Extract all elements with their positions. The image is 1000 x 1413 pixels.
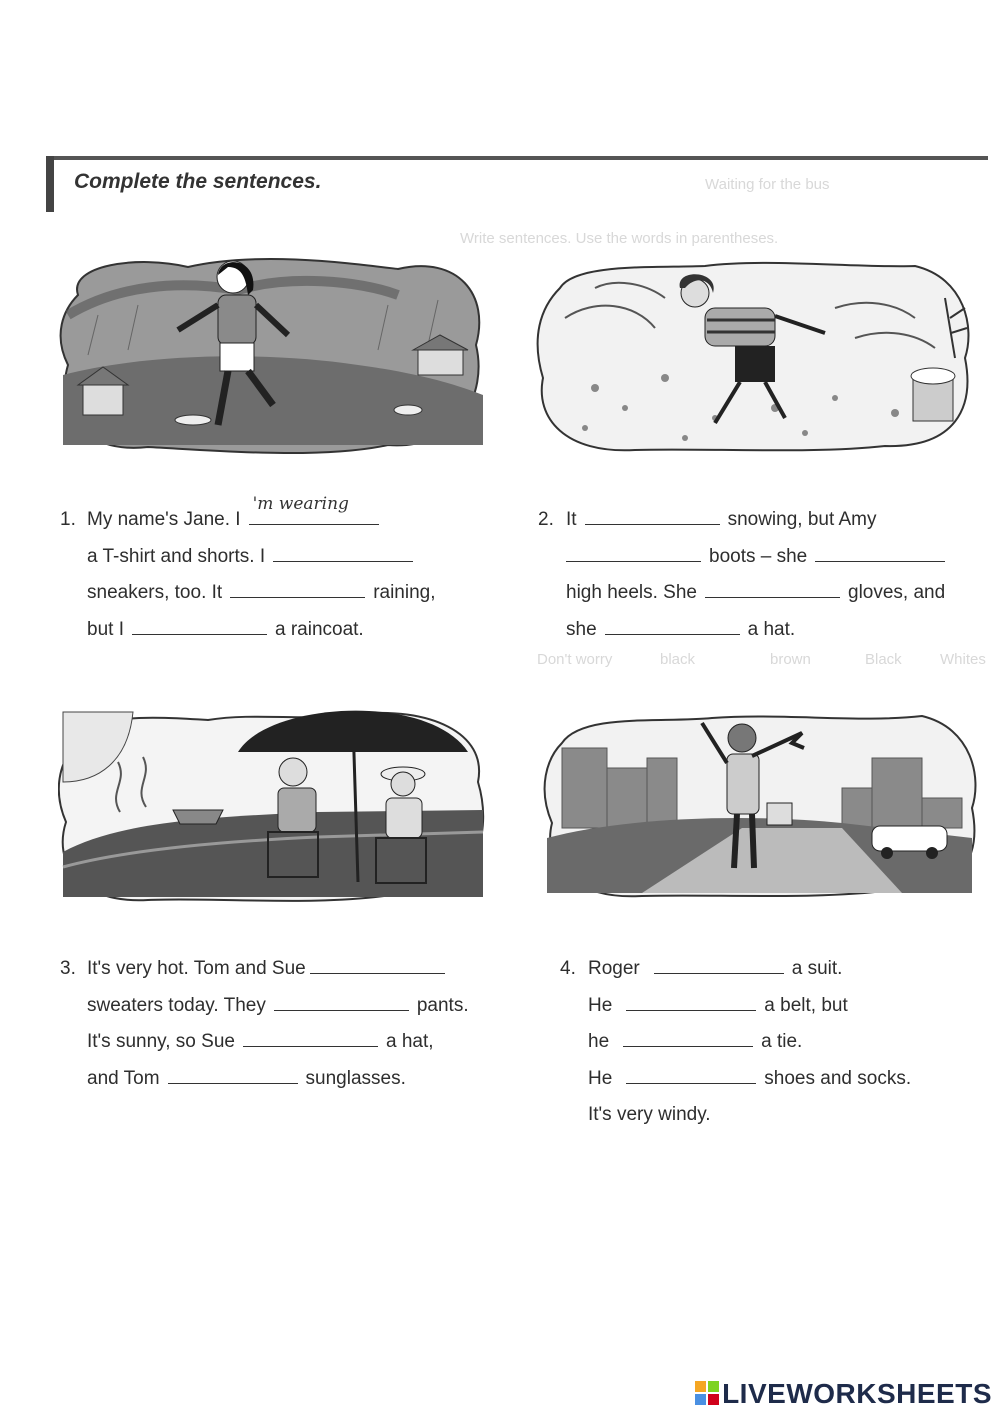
ghost-text: black (660, 651, 696, 668)
exercise-2 (538, 502, 953, 648)
ghost-text: brown (770, 651, 811, 668)
sentence-line (87, 539, 436, 576)
sentence-text: a hat. (747, 618, 796, 640)
sentence-line (566, 539, 953, 576)
answer-blank[interactable] (230, 575, 365, 598)
ghost-text: Waiting for the bus (705, 176, 830, 193)
windy-city-illustration (542, 708, 977, 898)
sentence-line (588, 1097, 911, 1134)
sentence-line (87, 988, 469, 1025)
answer-blank[interactable] (168, 1061, 298, 1084)
answer-blank[interactable] (654, 951, 784, 974)
section-side-bar (46, 156, 54, 212)
answer-blank[interactable] (566, 539, 701, 562)
exercise-4 (560, 951, 911, 1134)
sentence-text: she (566, 618, 597, 640)
sentence-text: a T-shirt and shorts. I (87, 545, 266, 567)
sentence-text: sunglasses. (305, 1067, 406, 1089)
exercise-number: 3. (60, 958, 76, 979)
sentence-text: sneakers, too. It (87, 582, 223, 603)
ghost-text: Black (865, 651, 902, 668)
sentence-text: boots – she (709, 545, 808, 567)
exercise-3 (60, 951, 469, 1097)
sentence-text: pants. (416, 994, 469, 1016)
sentence-text: he (588, 1031, 610, 1052)
ghost-text: Write sentences. Use the words in parentheses. (460, 230, 779, 247)
sentence-line (87, 612, 436, 649)
sentence-line (87, 575, 436, 612)
answer-blank[interactable] (705, 575, 840, 598)
liveworksheets-logo-icon (695, 1381, 719, 1405)
exercise-number: 1. (60, 509, 76, 530)
answer-blank[interactable] (626, 1061, 756, 1084)
answer-blank[interactable] (626, 988, 756, 1011)
sentence-line (566, 502, 953, 539)
sentence-text: high heels. She (566, 582, 697, 603)
section-top-rule (46, 156, 988, 160)
exercise-number: 4. (560, 958, 576, 979)
sentence-line (588, 951, 911, 988)
answer-blank[interactable] (273, 539, 413, 562)
sentence-line (566, 612, 953, 649)
sentence-text: a suit. (791, 958, 843, 979)
answer-blank[interactable] (310, 951, 445, 974)
sentence-text: gloves, and (848, 582, 946, 603)
sentence-line (87, 493, 436, 539)
sentence-line (588, 1061, 911, 1098)
answer-blank[interactable] (585, 502, 720, 525)
answer-blank[interactable] (274, 988, 409, 1011)
answer-blank[interactable] (249, 493, 379, 525)
sentence-text: It's sunny, so Sue (87, 1031, 235, 1052)
ghost-text: Whites (940, 651, 986, 668)
sentence-text: It's very hot. Tom and Sue (87, 958, 306, 979)
sentence-text: a belt, but (764, 994, 848, 1016)
sentence-text: snowing, but Amy (727, 509, 877, 530)
answer-blank[interactable] (815, 539, 945, 562)
answer-blank[interactable] (243, 1024, 378, 1047)
sentence-text: It (566, 509, 577, 530)
sentence-text: shoes and socks. (764, 1067, 912, 1089)
footer-brand[interactable]: LIVEWORKSHEETS (722, 1378, 992, 1409)
rain-illustration (58, 255, 488, 455)
sentence-text: and Tom (87, 1067, 160, 1089)
answer-blank[interactable] (605, 612, 740, 635)
sentence-text: a raincoat. (274, 618, 364, 640)
beach-illustration (58, 702, 488, 907)
sentence-line (87, 1024, 469, 1061)
sentence-line (87, 951, 469, 988)
exercise-number: 2. (538, 509, 554, 530)
exercise-1 (60, 493, 436, 648)
answer-text: 'm wearing (252, 493, 349, 514)
sentence-text: My name's Jane. I (87, 509, 241, 530)
ghost-text: Don't worry (537, 651, 613, 668)
answer-blank[interactable] (623, 1024, 753, 1047)
sentence-text: a hat, (385, 1031, 434, 1052)
sentence-text: He (588, 1067, 613, 1089)
sentence-text: He (588, 994, 613, 1016)
answer-blank[interactable] (132, 612, 267, 635)
sentence-line (87, 1061, 469, 1098)
snow-illustration (535, 258, 975, 454)
sentence-text: sweaters today. They (87, 994, 266, 1016)
sentence-text: It's very windy. (588, 1104, 711, 1125)
sentence-text: Roger (588, 958, 640, 979)
sentence-line (588, 988, 911, 1025)
sentence-text: but I (87, 618, 124, 640)
sentence-line (588, 1024, 911, 1061)
sentence-line (566, 575, 953, 612)
page-title: Complete the sentences. (74, 170, 322, 193)
sentence-text: a tie. (761, 1031, 803, 1052)
sentence-text: raining, (373, 582, 436, 603)
